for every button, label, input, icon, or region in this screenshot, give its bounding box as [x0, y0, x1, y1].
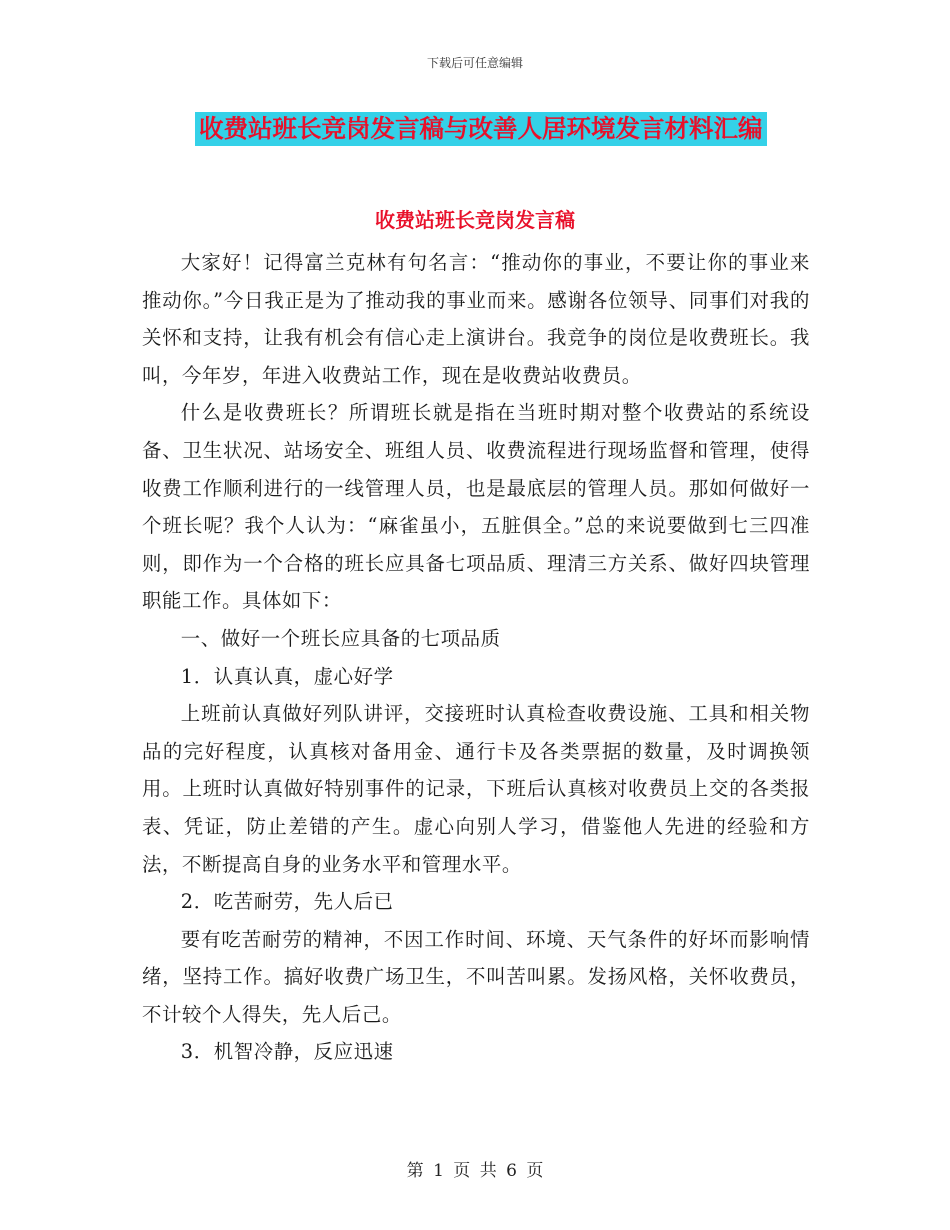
- subheading-3: 3．机智冷静，反应迅速: [180, 1040, 394, 1064]
- section-title: 收费站班长竞岗发言稿: [375, 208, 575, 232]
- body-text: [142, 244, 810, 1071]
- heading-seven-qualities: 一、做好一个班长应具备的七项品质: [180, 626, 501, 650]
- paragraph-1: 上班前认真做好列队讲评，交接班时认真检查收费设施、工具和相关物品的完好程度，认真核对备用金、通行卡及各类票据的数量，及时调换领用。上班时认真做好特别事件的记录，下班后认真核对收费员上交的各类报表、凭证，防止差错的产生。虚心向别人学习，借鉴他人先进的经验和方法，不断提高自身的业务水平和管理水平。: [142, 702, 810, 876]
- paragraph-2: 要有吃苦耐劳的精神，不因工作时间、环境、天气条件的好坏而影响情绪，坚持工作。搞好收费广场卫生，不叫苦叫累。发扬风格，关怀收费员，不计较个人得失，先人后己。: [142, 927, 810, 1026]
- header-note: 下载后可任意编辑: [426, 56, 523, 70]
- subheading-1: 1．认真认真，虚心好学: [180, 664, 394, 688]
- page-footer: 第 1 页 共 6 页: [406, 1161, 544, 1181]
- subheading-2: 2．吃苦耐劳，先人后已: [180, 890, 394, 914]
- paragraph-definition: 什么是收费班长？所谓班长就是指在当班时期对整个收费站的系统设备、卫生状况、站场安全、班组人员、收费流程进行现场监督和管理，使得收费工作顺利进行的一线管理人员，也是最底层的管理人员。那如何做好一个班长呢？我个人认为：“麻雀虽小，五脏俱全。”总的来说要做到七三四准则，即作为一个合格的班长应具备七项品质、理清三方关系、做好四块管理职能工作。具体如下：: [142, 401, 810, 613]
- paragraph-intro: 大家好！记得富兰克林有句名言：“推动你的事业，不要让你的事业来推动你。”今日我正是为了推动我的事业而来。感谢各位领导、同事们对我的关怀和支持，让我有机会有信心走上演讲台。我竞争的岗位是收费班长。我叫，今年岁，年进入收费站工作，现在是收费站收费员。: [142, 251, 810, 387]
- document-title: 收费站班长竞岗发言稿与改善人居环境发言材料汇编: [195, 112, 767, 146]
